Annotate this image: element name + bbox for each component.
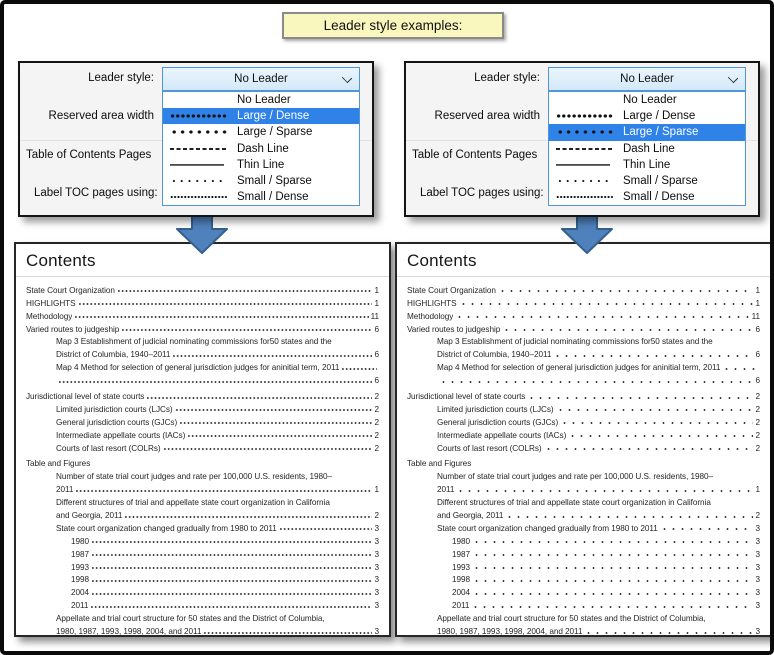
toc-page-number: 2 (374, 404, 379, 414)
chevron-down-icon (342, 73, 352, 83)
leader-style-dropdown (548, 91, 746, 206)
dropdown-option-label: No Leader (237, 94, 291, 107)
toc-leader-dots (472, 591, 753, 596)
toc-page-number: 2 (755, 417, 760, 427)
toc-entry-text: Map 4 Method for selection of general jurisdiction judges for aninitial term, 2011 (56, 363, 340, 373)
dropdown-option-label: Thin Line (623, 158, 671, 171)
toc-leader-dots (279, 526, 373, 531)
dash-line-glyph-icon (556, 143, 613, 155)
dropdown-option-large-dense[interactable] (549, 108, 745, 124)
toc-leader-dots (75, 488, 372, 493)
toc-entry-text: 1993 (71, 562, 90, 572)
toc-page-number: 6 (755, 376, 760, 386)
toc-page-number: 11 (751, 311, 760, 321)
dropdown-option-small-sparse[interactable] (549, 173, 745, 189)
toc-leader-dots (187, 433, 372, 438)
toc-preview-panel-dense (14, 242, 391, 637)
toc-entry (16, 295, 379, 308)
toc-entry (397, 456, 760, 469)
toc-entry (16, 427, 379, 440)
toc-leader-dots (544, 446, 754, 451)
toc-entry-text: 1980, 1987, 1993, 1998, 2004, and 2011 (437, 627, 583, 637)
toc-leader-dots (90, 604, 372, 609)
dropdown-option-label: Small / Sparse (623, 175, 698, 188)
dropdown-option-label: Dash Line (623, 142, 675, 155)
large-sparse-glyph-icon (170, 126, 227, 138)
toc-leader-dots (203, 630, 372, 635)
toc-entry-text: Table and Figures (407, 459, 472, 469)
toc-page-number: 2 (374, 511, 379, 521)
toc-entry (397, 359, 760, 372)
toc-entry-text: Methodology (26, 311, 73, 321)
toc-leader-dots (472, 539, 753, 544)
toc-entry (16, 282, 379, 295)
toc-entry-text: Jurisdictional level of state courts (407, 392, 526, 402)
leader-style-combobox[interactable] (162, 67, 360, 91)
toc-entry (397, 507, 760, 520)
toc-entry-text: State Court Organization (407, 285, 496, 295)
toc-leader-dots (553, 353, 753, 358)
dropdown-option-small-sparse[interactable] (163, 173, 359, 189)
toc-page-number: 3 (755, 549, 760, 559)
toc-entry (397, 308, 760, 321)
toc-page-number: 3 (755, 562, 760, 572)
toc-page-number: 3 (374, 601, 379, 611)
dropdown-option-dash-line[interactable] (549, 141, 745, 157)
small-sparse-glyph-icon (170, 175, 227, 187)
dropdown-option-label: Large / Sparse (623, 126, 699, 139)
toc-leader-dots (505, 514, 753, 519)
dropdown-option-label: Small / Dense (623, 191, 695, 204)
toc-leader-dots (660, 526, 754, 531)
dropdown-option-dash-line[interactable] (163, 141, 359, 157)
toc-page-number: 3 (374, 588, 379, 598)
leader-style-label: Leader style: (88, 72, 154, 84)
toc-entry (16, 559, 379, 572)
chevron-down-icon (728, 73, 738, 83)
dropdown-option-small-dense[interactable] (549, 189, 745, 205)
toc-leader-dots (146, 395, 372, 400)
toc-leader-dots (91, 565, 372, 570)
toc-page-number: 3 (755, 536, 760, 546)
toc-page-number: 11 (370, 311, 379, 321)
toc-pages-group-label: Table of Contents Pages (412, 149, 538, 161)
toc-entry-list (397, 282, 770, 636)
toc-entry-text: Appellate and trial court structure for 50 states and the District of Columbia, (56, 614, 325, 624)
toc-entry-text: 1980, 1987, 1993, 1998, 2004, and 2011 (56, 627, 202, 637)
toc-entry-text: Varied routes to judgeship (26, 324, 120, 334)
toc-entry (16, 572, 379, 585)
toc-pages-group-label: Table of Contents Pages (26, 149, 152, 161)
toc-entry (16, 481, 379, 494)
toc-page-number: 3 (374, 536, 379, 546)
toc-page-number: 1 (755, 285, 760, 295)
toc-page-number: 2 (755, 404, 760, 414)
toc-entry-text: HIGHLIGHTS (407, 298, 457, 308)
toc-leader-dots (124, 514, 372, 519)
toc-entry (16, 468, 379, 481)
toc-entry (16, 401, 379, 414)
toc-entry-text: Courts of last resort (COLRs) (56, 443, 161, 453)
toc-leader-dots (472, 578, 753, 583)
label-toc-pages-label: Label TOC pages using: (34, 187, 158, 199)
toc-page-number: 3 (755, 627, 760, 637)
toc-page-number: 2 (374, 392, 379, 402)
leader-style-combobox[interactable] (548, 67, 746, 91)
toc-entry (16, 546, 379, 559)
toc-entry-text: Varied routes to judgeship (407, 324, 501, 334)
toc-entry (16, 359, 379, 372)
toc-page-number: 3 (374, 523, 379, 533)
toc-entry-text: 1998 (71, 575, 90, 585)
toc-entry-text: Map 4 Method for selection of general jurisdiction judges for aninitial term, 2011 (437, 363, 721, 373)
toc-entry (397, 427, 760, 440)
toc-entry-text: 2011 (56, 485, 74, 495)
toc-entry (16, 321, 379, 334)
toc-leader-dots (456, 488, 753, 493)
toc-page-number: 1 (755, 485, 760, 495)
toc-page-number: 3 (374, 549, 379, 559)
toc-entry-text: 1993 (452, 562, 471, 572)
toc-entry (397, 481, 760, 494)
toc-entry-text: Table and Figures (26, 459, 91, 469)
toc-entry (16, 346, 379, 359)
toc-leader-dots (175, 407, 373, 412)
toc-page-number: 2 (374, 443, 379, 453)
toc-entry-text: General jurisdiction courts (GJCs) (437, 417, 559, 427)
toc-page-number: 3 (755, 575, 760, 585)
toc-entry (16, 456, 379, 469)
leader-style-dropdown (162, 91, 360, 206)
toc-entry-text: State court organization changed gradually from 1980 to 2011 (56, 523, 277, 533)
toc-leader-dots (163, 446, 373, 451)
thin-line-glyph-icon (170, 159, 227, 171)
toc-entry (16, 308, 379, 321)
toc-entry-text: 1987 (452, 549, 471, 559)
toc-entry-text: Methodology (407, 311, 454, 321)
toc-leader-dots (455, 314, 749, 319)
toc-page-number: 2 (755, 392, 760, 402)
toc-entry (16, 533, 379, 546)
toc-page-number: 1 (374, 298, 379, 308)
toc-entry-text: and Georgia, 2011 (56, 511, 123, 521)
toc-entry-text: Intermediate appellate courts (IACs) (56, 430, 186, 440)
toc-entry (16, 507, 379, 520)
toc-page-number: 6 (374, 350, 379, 360)
toc-page-number: 6 (755, 324, 760, 334)
toc-entry-text: Courts of last resort (COLRs) (437, 443, 542, 453)
leader-settings-panel-sparse (404, 61, 760, 217)
toc-entry (397, 321, 760, 334)
combobox-value: No Leader (234, 73, 288, 85)
toc-entry-text: Map 3 Establishment of judicial nominating commissions for50 states and the (56, 337, 332, 347)
toc-entry-text: 2004 (452, 588, 471, 598)
toc-page-number: 1 (374, 485, 379, 495)
toc-entry-text: Different structures of trial and appellate state court organization in California (437, 498, 711, 508)
toc-page-number: 3 (755, 588, 760, 598)
toc-leader-dots (341, 366, 377, 371)
toc-entry-text: Limited jurisdiction courts (LJCs) (437, 404, 554, 414)
toc-leader-dots (117, 288, 373, 293)
toc-entry-text: Appellate and trial court structure for 50 states and the District of Columbia, (437, 614, 706, 624)
large-dense-glyph-icon (556, 110, 613, 122)
toc-entry-text: Jurisdictional level of state courts (26, 392, 145, 402)
toc-entry-text: Limited jurisdiction courts (LJCs) (56, 404, 173, 414)
toc-leader-dots (439, 379, 753, 384)
toc-entry (397, 559, 760, 572)
toc-entry (397, 572, 760, 585)
toc-leader-dots (556, 407, 754, 412)
dropdown-option-thin-line[interactable] (549, 157, 745, 173)
toc-entry (397, 610, 760, 623)
toc-leader-dots (459, 301, 754, 306)
toc-page-number: 6 (374, 324, 379, 334)
dropdown-option-label: Large / Dense (237, 110, 310, 123)
dropdown-option-label: Dash Line (237, 142, 289, 155)
toc-leader-dots (78, 301, 373, 306)
toc-page-number: 2 (755, 511, 760, 521)
toc-entry (397, 623, 760, 636)
toc-entry (16, 584, 379, 597)
heading-rule (16, 276, 389, 277)
toc-entry (397, 346, 760, 359)
toc-leader-dots (568, 433, 753, 438)
toc-entry (397, 295, 760, 308)
toc-preview-panel-sparse (395, 242, 772, 637)
dash-line-glyph-icon (170, 143, 227, 155)
toc-entry-text: Number of state trial court judges and rate per 100,000 U.S. residents, 1980– (437, 472, 714, 482)
toc-entry (397, 546, 760, 559)
toc-entry-text: District of Columbia, 1940–2011 (56, 350, 171, 360)
toc-entry-text: 1980 (71, 536, 90, 546)
toc-page-number: 3 (755, 523, 760, 533)
toc-entry-text: 1987 (71, 549, 90, 559)
toc-page-number: 1 (374, 285, 379, 295)
toc-leader-dots (91, 539, 372, 544)
toc-entry (16, 610, 379, 623)
toc-entry-text: 2004 (71, 588, 90, 598)
toc-page-number: 3 (755, 601, 760, 611)
dropdown-option-label: Small / Dense (237, 191, 309, 204)
toc-entry-text: Number of state trial court judges and rate per 100,000 U.S. residents, 1980– (56, 472, 333, 482)
leader-style-label: Leader style: (474, 72, 540, 84)
toc-entry-text: and Georgia, 2011 (437, 511, 504, 521)
toc-entry (397, 388, 760, 401)
toc-entry-text: Intermediate appellate courts (IACs) (437, 430, 567, 440)
toc-entry (16, 414, 379, 427)
toc-leader-dots (121, 327, 372, 332)
dropdown-option-large-sparse[interactable] (163, 124, 359, 140)
toc-leader-dots (498, 288, 754, 293)
toc-entry-text: 1980 (452, 536, 471, 546)
label-toc-pages-label: Label TOC pages using: (420, 187, 544, 199)
toc-leader-dots (472, 565, 753, 570)
dropdown-option-label: No Leader (623, 94, 677, 107)
contents-heading: Contents (407, 251, 477, 270)
toc-entry (16, 334, 379, 347)
toc-leader-dots (91, 591, 372, 596)
toc-entry (16, 494, 379, 507)
toc-entry (16, 440, 379, 453)
toc-entry (16, 597, 379, 610)
toc-entry-text: State court organization changed gradually from 1980 to 2011 (437, 523, 658, 533)
dropdown-option-none[interactable] (549, 92, 745, 108)
toc-entry (397, 414, 760, 427)
toc-entry-text: District of Columbia, 1940–2011 (437, 350, 552, 360)
title-banner (282, 12, 504, 39)
small-dense-glyph-icon (170, 191, 227, 203)
toc-entry (16, 372, 379, 385)
toc-page-number: 1 (755, 298, 760, 308)
toc-leader-dots (91, 552, 372, 557)
toc-entry-text: 2011 (71, 601, 89, 611)
toc-page-number: 3 (374, 575, 379, 585)
toc-entry (397, 533, 760, 546)
contents-heading: Contents (26, 251, 96, 270)
toc-entry (397, 440, 760, 453)
toc-entry-list (16, 282, 389, 636)
leader-settings-panel-dense (18, 61, 374, 217)
toc-leader-dots (74, 314, 368, 319)
combobox-value: No Leader (620, 73, 674, 85)
thin-line-glyph-icon (556, 159, 613, 171)
small-dense-glyph-icon (556, 191, 613, 203)
no-leader-glyph (170, 94, 227, 106)
toc-leader-dots (471, 604, 753, 609)
toc-entry (397, 334, 760, 347)
toc-leader-dots (584, 630, 753, 635)
reserved-area-width-label: Reserved area width (48, 110, 154, 122)
toc-entry (16, 520, 379, 533)
toc-entry (397, 401, 760, 414)
small-sparse-glyph-icon (556, 175, 613, 187)
toc-leader-dots (58, 379, 372, 384)
toc-entry (397, 520, 760, 533)
dropdown-option-small-dense[interactable] (163, 189, 359, 205)
toc-leader-dots (527, 395, 753, 400)
toc-leader-dots (722, 366, 758, 371)
toc-page-number: 3 (374, 562, 379, 572)
toc-page-number: 2 (755, 443, 760, 453)
dropdown-option-label: Small / Sparse (237, 175, 312, 188)
heading-rule (397, 276, 770, 277)
title-banner-text: Leader style examples: (323, 18, 463, 33)
toc-entry-text: Different structures of trial and appellate state court organization in California (56, 498, 330, 508)
large-dense-glyph-icon (170, 110, 227, 122)
dropdown-option-none[interactable] (163, 92, 359, 108)
toc-leader-dots (91, 578, 372, 583)
toc-page-number: 2 (374, 417, 379, 427)
toc-leader-dots (172, 353, 372, 358)
large-sparse-glyph-icon (556, 126, 613, 138)
toc-entry (397, 597, 760, 610)
toc-leader-dots (179, 420, 372, 425)
toc-entry-text: General jurisdiction courts (GJCs) (56, 417, 178, 427)
toc-entry-text: 2011 (437, 485, 455, 495)
toc-page-number: 2 (374, 430, 379, 440)
toc-entry (397, 372, 760, 385)
toc-leader-dots (560, 420, 753, 425)
dropdown-option-thin-line[interactable] (163, 157, 359, 173)
toc-page-number: 6 (374, 376, 379, 386)
toc-entry-text: HIGHLIGHTS (26, 298, 76, 308)
toc-entry (397, 468, 760, 481)
dropdown-option-label: Large / Dense (623, 110, 696, 123)
toc-entry (16, 388, 379, 401)
toc-entry-text: Map 3 Establishment of judicial nominating commissions for50 states and the (437, 337, 713, 347)
toc-entry (397, 584, 760, 597)
toc-leader-dots (472, 552, 753, 557)
toc-entry-text: State Court Organization (26, 285, 115, 295)
dropdown-option-label: Large / Sparse (237, 126, 313, 139)
toc-page-number: 3 (374, 627, 379, 637)
no-leader-glyph (556, 94, 613, 106)
dropdown-option-large-dense[interactable] (163, 108, 359, 124)
dropdown-option-label: Thin Line (237, 158, 285, 171)
dropdown-option-large-sparse[interactable] (549, 124, 745, 140)
toc-entry-text: 2011 (452, 601, 470, 611)
toc-entry (397, 282, 760, 295)
toc-leader-dots (502, 327, 753, 332)
toc-page-number: 2 (755, 430, 760, 440)
reserved-area-width-label: Reserved area width (434, 110, 540, 122)
toc-entry-text: 1998 (452, 575, 471, 585)
toc-entry (16, 623, 379, 636)
toc-page-number: 6 (755, 350, 760, 360)
toc-entry (397, 494, 760, 507)
